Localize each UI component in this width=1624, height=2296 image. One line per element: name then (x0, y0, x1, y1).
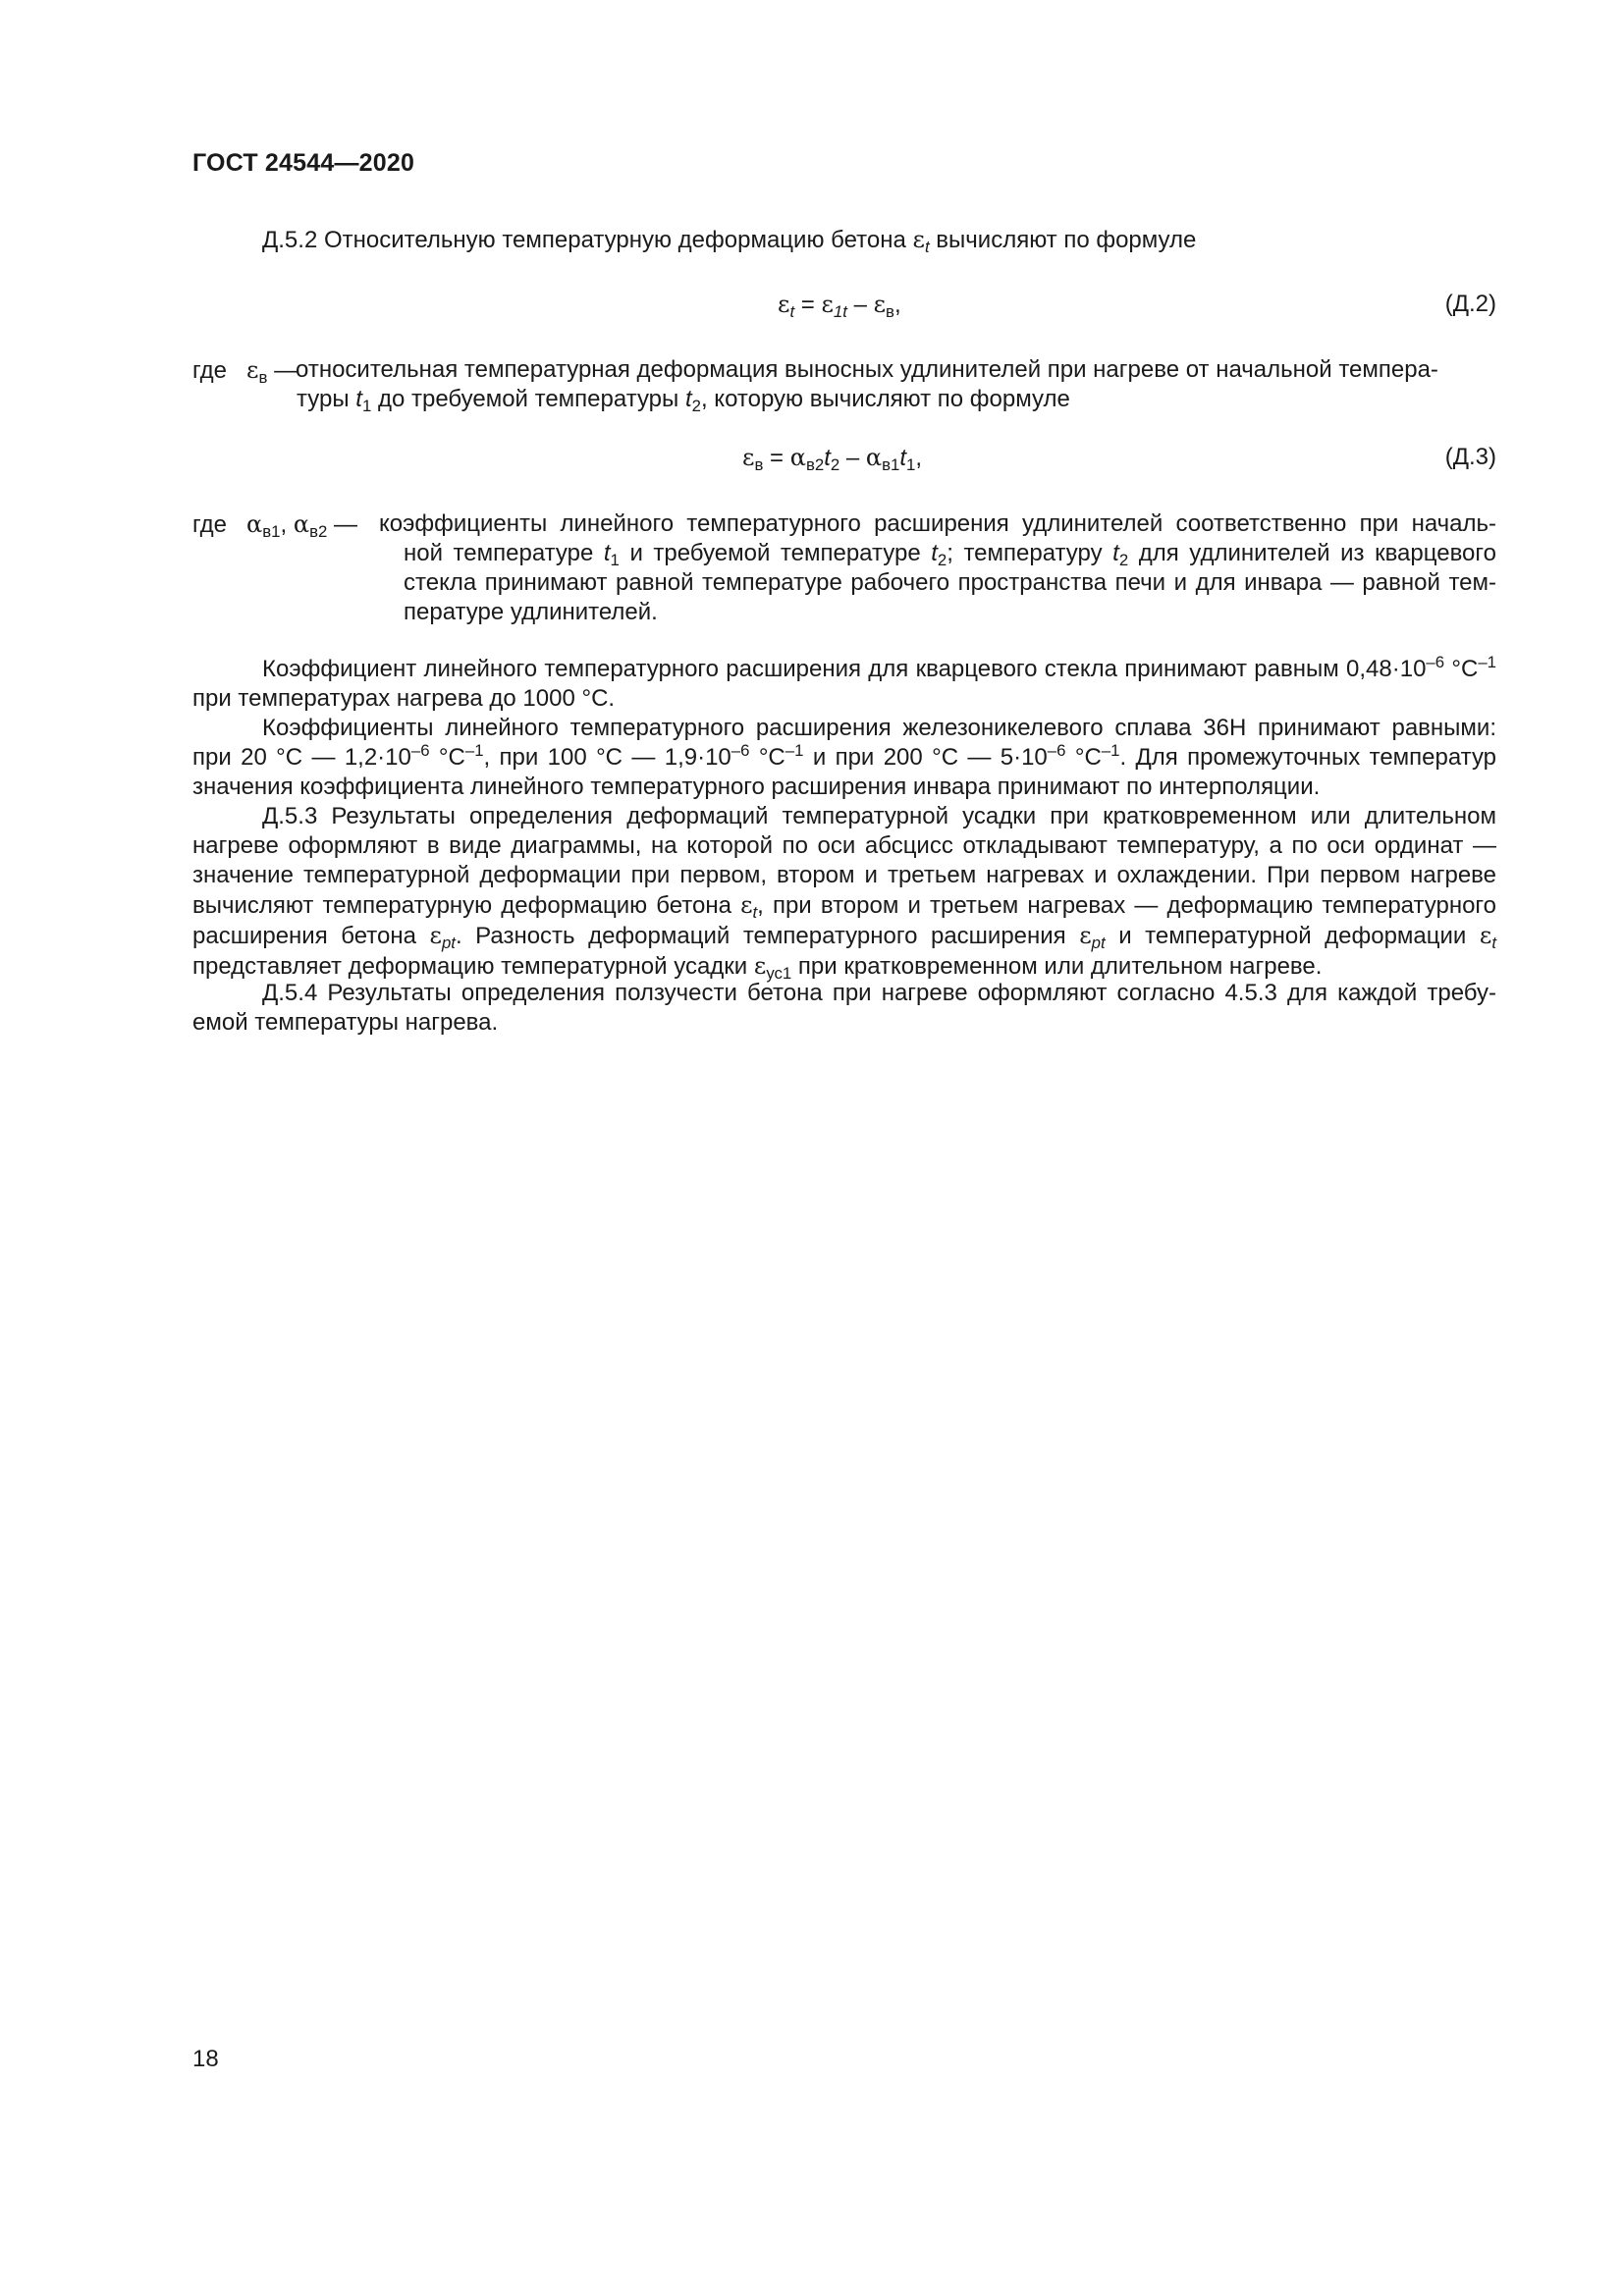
where-label-2 (192, 509, 357, 540)
where2-alpha-v2: α (293, 510, 310, 538)
where2-seg1: коэффициенты линейного температурного расширения удлинителей соответственно при началь- ной температуре (379, 510, 1496, 566)
f3-comma: , (915, 445, 923, 471)
f3-t1: t (899, 445, 907, 471)
invar-exp2b: –1 (785, 740, 804, 760)
f2-eps-t: ε (778, 291, 790, 318)
formula-d2 (778, 290, 901, 320)
d53-s3: . Разность деформаций температурного расширения (455, 923, 1066, 949)
d53-eps-t2: ε (1479, 922, 1492, 949)
quartz-text2: при температурах нагрева до 1000 °C. (192, 685, 616, 712)
where2-text (379, 509, 1496, 627)
where2-sub1: 1 (610, 551, 620, 570)
f3-alpha-v1: α (865, 444, 883, 471)
where1-l2-b: до требуемой температуры (377, 386, 679, 412)
d53-sub-t: t (752, 903, 758, 923)
where-label-1 (192, 355, 298, 386)
paragraph-d52 (192, 225, 1496, 255)
f3-eps-v: ε (742, 444, 755, 471)
f2-minus: – (853, 292, 867, 318)
invar-s1: Коэффициенты линейного температурного расширения железоникелевого сплава 36Н принимают равными: при 20 °C — 1,2·10 (192, 715, 1496, 771)
where2-t2a: t (931, 540, 938, 566)
paragraph-d53 (192, 802, 1496, 982)
where1-sub2: 2 (691, 397, 701, 416)
d52-intro: Д.5.2 Относительную температурную деформацию бетона (262, 227, 906, 253)
quartz-deg-c: °C (1451, 656, 1479, 682)
f3-sub-1: 1 (906, 455, 916, 475)
d53-eps-pt: ε (429, 922, 442, 949)
invar-s2: , при 100 °C — 1,9·10 (483, 744, 731, 771)
where2-sub2a: 2 (937, 551, 947, 570)
d53-eps-t: ε (740, 891, 753, 919)
f2-eps-v: ε (873, 291, 887, 318)
where-word-1: где (192, 357, 228, 384)
d53-sub-us1: ус1 (766, 964, 792, 984)
where2-sub-v1: в1 (262, 522, 281, 542)
f2-sub-1t: 1t (833, 302, 847, 322)
where-block-1 (192, 355, 1496, 414)
invar-deg1: °C (438, 744, 465, 771)
d53-eps-pt2: ε (1079, 922, 1092, 949)
d53-s6: при кратковременном или длительном нагреве. (797, 953, 1323, 980)
where2-seg4: для удлинителей из кварцевого стекла принимают равной температуре рабочего пространства печи и для инвара — равной тем- пературе удлинителей. (404, 540, 1496, 625)
where2-sep: , (280, 511, 288, 538)
where1-t2: t (684, 386, 692, 412)
f3-alpha-v2: α (789, 444, 806, 471)
where1-l2-c: , которую вычисляют по формуле (700, 386, 1070, 412)
where2-sub2b: 2 (1118, 551, 1129, 570)
where2-alpha-v1: α (246, 510, 263, 538)
f3-sub-2: 2 (830, 455, 840, 475)
d53-sub-pt2: pt (1091, 934, 1106, 953)
where-word-2: где (192, 511, 228, 538)
d53-s5: представляет деформацию температурной усадки (192, 953, 748, 980)
paragraph-invar (192, 714, 1496, 802)
f3-t2: t (824, 445, 831, 471)
where1-line1: относительная температурная деформация выносных удлинителей при нагреве от начальной темпера- (296, 356, 1438, 383)
where1-sub-v: в (258, 368, 268, 388)
where2-seg2: и требуемой температуре (629, 540, 921, 566)
paragraph-d54: Д.5.4 Результаты определения ползучести бетона при нагреве оформляют согласно 4.5.3 для каждой требу- емой температуры нагрева. (192, 980, 1496, 1036)
f3-sub-v2: в2 (805, 455, 825, 475)
equation-number-d3: (Д.3) (1444, 444, 1496, 470)
where1-dash: — (274, 357, 298, 384)
d52-tail: вычисляют по формуле (936, 227, 1197, 253)
where2-seg3: ; температуру (947, 540, 1103, 566)
invar-exp1: –6 (410, 740, 430, 760)
where2-t2b: t (1112, 540, 1119, 566)
where1-line2 (297, 385, 1496, 414)
invar-deg3: °C (1074, 744, 1102, 771)
f2-sub-v: в (886, 302, 894, 322)
where2-t1: t (603, 540, 611, 566)
f2-eps-1t: ε (821, 291, 834, 318)
page-number: 18 (192, 2046, 219, 2072)
invar-exp3: –6 (1047, 740, 1066, 760)
invar-exp2: –6 (731, 740, 750, 760)
where1-eps-v: ε (246, 356, 259, 384)
invar-exp3b: –1 (1101, 740, 1120, 760)
d53-eps-us1: ε (753, 952, 767, 980)
d53-s1: Д.5.3 Результаты определения деформаций температурной усадки при кратковременном или длительном нагреве оформляют в виде диаграммы, на которой по оси абсцисс откладывают температуру, а по оси ординат — значение температурной деформации при первом, втором и третьем нагревах и охлаждении. При первом нагреве вычисляют температурную деформацию бетона (192, 803, 1496, 919)
f3-sub-v: в (754, 455, 764, 475)
f3-sub-v1: в1 (882, 455, 900, 475)
quartz-exp-m6: –6 (1426, 652, 1445, 671)
f3-equals: = (770, 445, 785, 471)
quartz-exp-m1: –1 (1478, 652, 1496, 671)
invar-s3: и при 200 °C — 5·10 (812, 744, 1048, 771)
f3-minus: – (845, 445, 860, 471)
where1-sub1: 1 (361, 397, 372, 416)
invar-exp1b: –1 (464, 740, 484, 760)
f2-comma: , (893, 292, 901, 318)
d53-sub-pt: pt (441, 934, 456, 953)
f2-equals: = (800, 292, 815, 318)
d53-s2: , при втором и третьем нагревах — деформацию температурного расширения бетона (192, 892, 1496, 949)
invar-deg2: °C (758, 744, 785, 771)
quartz-text1: Коэффициент линейного температурного расширения для кварцевого стекла принимают равным 0,48·10 (262, 656, 1427, 682)
subscript-t: t (924, 238, 930, 257)
d53-s4: и температурной деформации (1118, 923, 1467, 949)
f2-sub-t: t (789, 302, 795, 322)
formula-d3 (742, 443, 922, 473)
where-block-2 (192, 509, 1496, 632)
where2-dash: — (334, 511, 357, 538)
paragraph-quartz (192, 652, 1496, 714)
standard-header: ГОСТ 24544—2020 (192, 149, 415, 177)
where1-t1: t (355, 386, 362, 412)
where2-sub-v2: в2 (309, 522, 328, 542)
epsilon-symbol: ε (912, 226, 925, 253)
equation-number-d2: (Д.2) (1444, 291, 1496, 317)
d53-sub-t2: t (1491, 934, 1496, 953)
invar-s4: . Для промежуточных температур значения коэффициента линейного температурного расширения инвара принимают по интерполяции. (192, 744, 1497, 800)
where1-l2-a: туры (297, 386, 350, 412)
